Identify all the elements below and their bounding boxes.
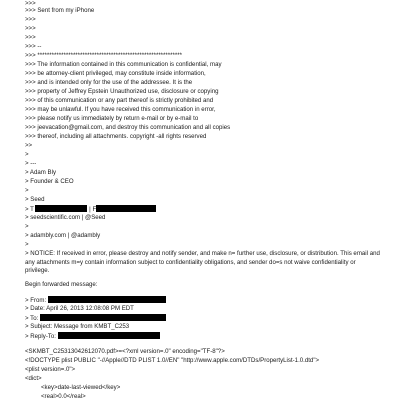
- attachment-xml-line: <SKMBT_C25313042612070.pdf>=<?xml version=.0" encoding="TF-8"?>: [25, 348, 225, 355]
- sent-from-line: >>> Sent from my iPhone: [25, 7, 95, 14]
- confidentiality-line: >>> be attorney-client privileged, may constitute inside information,: [25, 70, 206, 77]
- signature-name: > Adam Bly: [25, 169, 56, 176]
- signature-separator: >>> --: [25, 43, 42, 50]
- reply-to-label: > Reply-To:: [25, 333, 56, 340]
- quoted-line: >>>: [25, 25, 36, 32]
- to-label: > To:: [25, 315, 39, 322]
- signature-dashes: > ---: [25, 160, 37, 167]
- quoted-line: >: [25, 187, 29, 194]
- date-line: > Date: April 26, 2013 12:08:08 PM EDT: [25, 305, 134, 312]
- signature-personal-site: > adambly.com | @adambly: [25, 232, 101, 239]
- quoted-line: >: [25, 223, 29, 230]
- forwarded-heading: Begin forwarded message:: [25, 281, 98, 288]
- plist-line: <plist version=.0">: [25, 366, 76, 373]
- quoted-line: >>>: [25, 0, 36, 7]
- key-line: <key>date-last-viewed</key>: [41, 384, 121, 391]
- signature-title: > Founder & CEO: [25, 178, 74, 185]
- doctype-line: <!DOCTYPE plist PUBLIC "-//Apple//DTD PLIST 1.0//EN" "http://www.apple.com/DTDs/PropertyList-1.0.dtd">: [25, 357, 320, 364]
- confidentiality-line: >>> may be unlawful. If you have received this communication in error,: [25, 106, 216, 113]
- phone-label: > T: [25, 206, 34, 213]
- dict-line: <dict>: [25, 375, 42, 382]
- confidentiality-line: >>> and is intended only for the use of the addressee. It is the: [25, 79, 193, 86]
- redaction-box: [96, 205, 156, 212]
- confidentiality-line: >>> please notify us immediately by return e-mail or by e-mail to: [25, 115, 199, 122]
- redaction-box: [58, 332, 160, 339]
- confidentiality-line: >>> thereof, including all attachments. copyright -all rights reserved: [25, 133, 207, 140]
- redaction-box: [35, 205, 87, 212]
- notice-paragraph: > NOTICE: If received in error, please destroy and notify sender, and make n= further use, disclosure, or distribution. This email and any attachments m=y contain information subject to confidentiality obligations, and sender do=s not waive confidentiality or privilege.: [25, 250, 380, 274]
- quoted-line: >: [25, 241, 29, 248]
- real-line: <real>0.0</real>: [41, 393, 86, 400]
- confidentiality-line: >>> of this communication or any part thereof is strictly prohibited and: [25, 97, 214, 104]
- signature-company: > Seed: [25, 196, 45, 203]
- redaction-box: [40, 314, 166, 321]
- reply-to-line: [25, 332, 160, 339]
- from-label: > From:: [25, 297, 47, 304]
- confidentiality-line: >>> jeevacation@gmail.com, and destroy this communication and all copies: [25, 124, 231, 131]
- quoted-line: >>>: [25, 34, 36, 41]
- fax-label: | F: [89, 206, 97, 213]
- asterisk-divider: >>> *************************************************************: [25, 52, 183, 59]
- confidentiality-line: >>> The information contained in this communication is confidential, may: [25, 61, 222, 68]
- signature-website: > seedscientific.com | @Seed: [25, 214, 106, 221]
- subject-line: > Subject: Message from KMBT_C253: [25, 323, 130, 330]
- quoted-line: >>>: [25, 16, 36, 23]
- signature-phone-line: [25, 205, 156, 212]
- quoted-line: >>: [25, 142, 33, 149]
- to-line: [25, 314, 166, 321]
- quoted-line: >: [25, 151, 29, 158]
- confidentiality-line: >>> property of Jeffrey Epstein Unauthorized use, disclosure or copying: [25, 88, 219, 95]
- from-line: [25, 296, 166, 303]
- redaction-box: [48, 296, 166, 303]
